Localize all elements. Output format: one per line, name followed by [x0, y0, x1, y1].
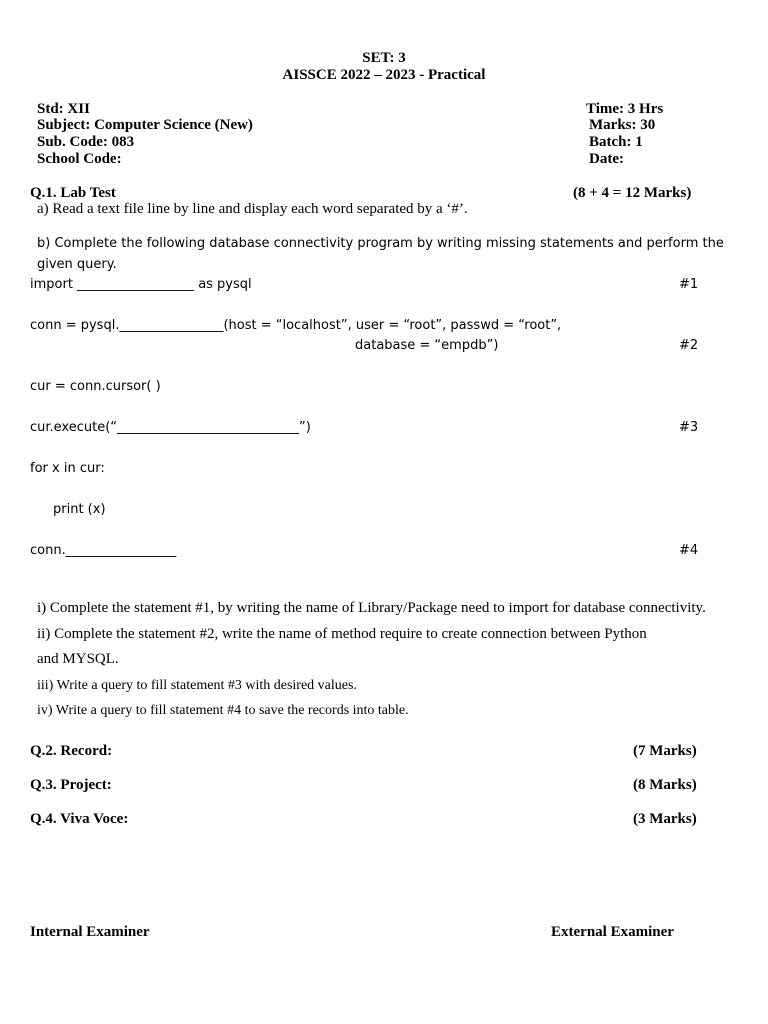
code-tag-4: #4	[679, 543, 699, 558]
std-label: Std: XII	[37, 101, 90, 117]
code-tag-2: #2	[679, 338, 699, 353]
q1-title: Q.1. Lab Test	[30, 185, 116, 201]
q2-title: Q.2. Record:	[30, 743, 113, 759]
code-tag-3: #3	[679, 420, 699, 435]
q1-part-b-line2: given query.	[37, 257, 117, 272]
time-label: Time: 3 Hrs	[586, 101, 664, 117]
q2-marks: (7 Marks)	[633, 743, 697, 759]
q3-title: Q.3. Project:	[30, 777, 112, 793]
q1-sub-ii-line1: ii) Complete the statement #2, write the name of method require to create connection between Python	[37, 626, 647, 642]
date-label: Date:	[589, 151, 624, 167]
external-examiner: External Examiner	[551, 924, 674, 940]
marks-label: Marks: 30	[589, 117, 656, 133]
set-number: SET: 3	[362, 50, 406, 66]
code-line-for: for x in cur:	[30, 461, 105, 476]
q1-sub-iv: iv) Write a query to fill statement #4 to save the records into table.	[37, 703, 409, 718]
subject-label: Subject: Computer Science (New)	[37, 117, 253, 133]
code-line-execute: cur.execute(“____________________________”)	[30, 420, 311, 435]
exam-title: AISSCE 2022 – 2023 - Practical	[282, 67, 486, 83]
q1-sub-i: i) Complete the statement #1, by writing the name of Library/Package need to import for database connectivity.	[37, 600, 706, 616]
code-line-conn1: conn = pysql.________________(host = “localhost”, user = “root”, passwd = “root”,	[30, 318, 562, 333]
q1-marks: (8 + 4 = 12 Marks)	[573, 185, 692, 201]
q4-marks: (3 Marks)	[633, 811, 697, 827]
q1-part-b-line1: b) Complete the following database connectivity program by writing missing statements and perform the	[37, 236, 724, 251]
code-line-conn-end: conn._________________	[30, 543, 177, 558]
code-line-conn2: database = “empdb”)	[355, 338, 499, 353]
q1-part-a: a) Read a text file line by line and display each word separated by a ‘#’.	[37, 201, 468, 217]
code-line-print: print (x)	[53, 502, 106, 517]
code-line-import: import __________________ as pysql	[30, 277, 252, 292]
batch-label: Batch: 1	[589, 134, 643, 150]
sub-code-label: Sub. Code: 083	[37, 134, 135, 150]
q1-sub-iii: iii) Write a query to fill statement #3 with desired values.	[37, 678, 357, 693]
code-tag-1: #1	[679, 277, 699, 292]
school-code-label: School Code:	[37, 151, 122, 167]
q4-title: Q.4. Viva Voce:	[30, 811, 129, 827]
internal-examiner: Internal Examiner	[30, 924, 150, 940]
code-line-cursor: cur = conn.cursor( )	[30, 379, 161, 394]
q1-sub-ii-line2: and MYSQL.	[37, 651, 119, 667]
q3-marks: (8 Marks)	[633, 777, 697, 793]
